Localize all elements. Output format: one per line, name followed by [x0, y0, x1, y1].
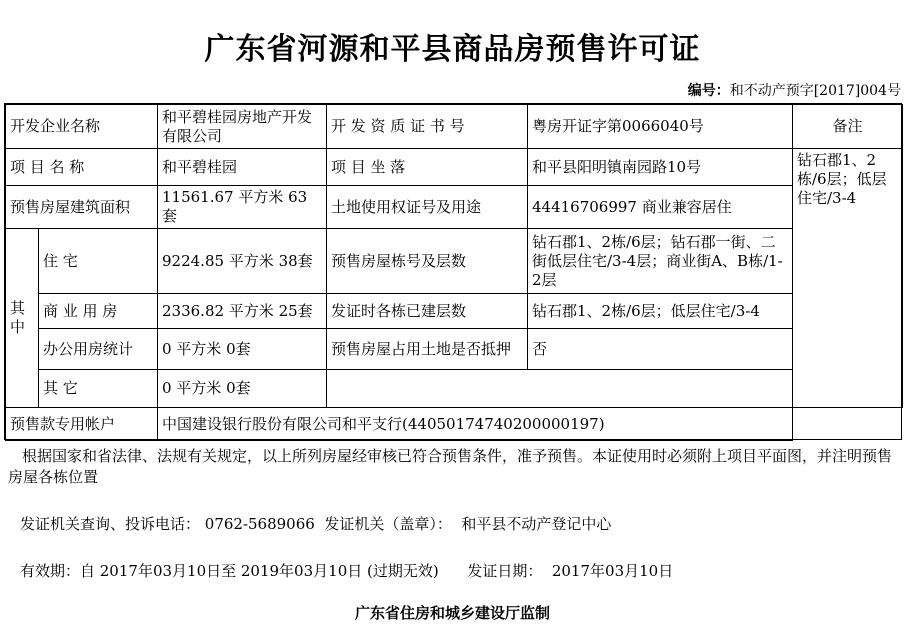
land-cert-value: 44416706997 商业兼容居住	[527, 185, 793, 229]
remarks-label: 备注	[792, 104, 903, 149]
commercial-label: 商 业 用 房	[38, 293, 158, 329]
certificate-title: 广东省河源和平县商品房预售许可证	[204, 32, 701, 67]
remarks-value: 钻石郡1、2栋/6层；低层住宅/3-4	[792, 148, 903, 408]
qualification-label: 开 发 资 质 证 书 号	[326, 104, 528, 149]
validity-line: 有效期：自 2017年03月10日至 2019年03月10日 (过期无效) 发证日期： 2017年03月10日	[20, 562, 674, 580]
project-location-label: 项 目 坐 落	[326, 148, 528, 186]
project-name-label: 项 目 名 称	[5, 148, 158, 186]
built-floors-value: 钻石郡1、2栋/6层；低层住宅/3-4	[527, 293, 793, 329]
built-floors-label: 发证时各栋已建层数	[326, 293, 528, 329]
project-location-value: 和平县阳明镇南园路10号	[527, 148, 793, 186]
land-mortgage-label: 预售房屋占用土地是否抵押	[326, 328, 528, 370]
footer-supervisor: 广东省住房和城乡建设厅监制	[354, 604, 550, 622]
presale-area-label: 预售房屋建筑面积	[5, 185, 158, 229]
presale-buildings-value: 钻石郡1、2栋/6层；钻石郡一街、二街低层住宅/3-4层；商业街A、B栋/1-2层	[527, 228, 793, 294]
land-cert-label: 土地使用权证号及用途	[326, 185, 528, 229]
developer-value: 和平碧桂园房地产开发有限公司	[157, 104, 327, 149]
office-value: 0 平方米 0套	[157, 328, 327, 370]
certificate-table	[4, 103, 902, 440]
presale-buildings-label: 预售房屋栋号及层数	[326, 228, 528, 294]
certificate-number-label: 编号：	[687, 83, 730, 99]
certificate-number	[688, 80, 901, 100]
statement-text: 根据国家和省法律、法规有关规定，以上所列房屋经审核已符合预售条件，准予预售。本证使用时必须附上项目平面图，并注明预售房屋各栋位置	[8, 447, 893, 486]
residential-value: 9224.85 平方米 38套	[157, 228, 327, 294]
developer-label: 开发企业名称	[5, 104, 158, 149]
qualification-value: 粤房开证字第0066040号	[527, 104, 793, 149]
certificate-number-value: 和不动产预字[2017]004号	[729, 83, 901, 99]
land-mortgage-value: 否	[527, 328, 793, 370]
project-name-value: 和平碧桂园	[157, 148, 327, 186]
presale-area-value: 11561.67 平方米 63套	[157, 185, 327, 229]
account-label: 预售款专用帐户	[5, 407, 158, 441]
office-label: 办公用房统计	[38, 328, 158, 370]
account-value: 中国建设银行股份有限公司和平支行(44050174740200000197)	[157, 407, 793, 441]
residential-label: 住 宅	[38, 228, 158, 294]
among-label: 其中	[5, 228, 39, 408]
other-label: 其 它	[38, 369, 158, 408]
other-value: 0 平方米 0套	[157, 369, 327, 408]
contact-line: 发证机关查询、投诉电话： 0762-5689066 发证机关（盖章）： 和平县不动产登记中心	[20, 515, 612, 533]
commercial-value: 2336.82 平方米 25套	[157, 293, 327, 329]
